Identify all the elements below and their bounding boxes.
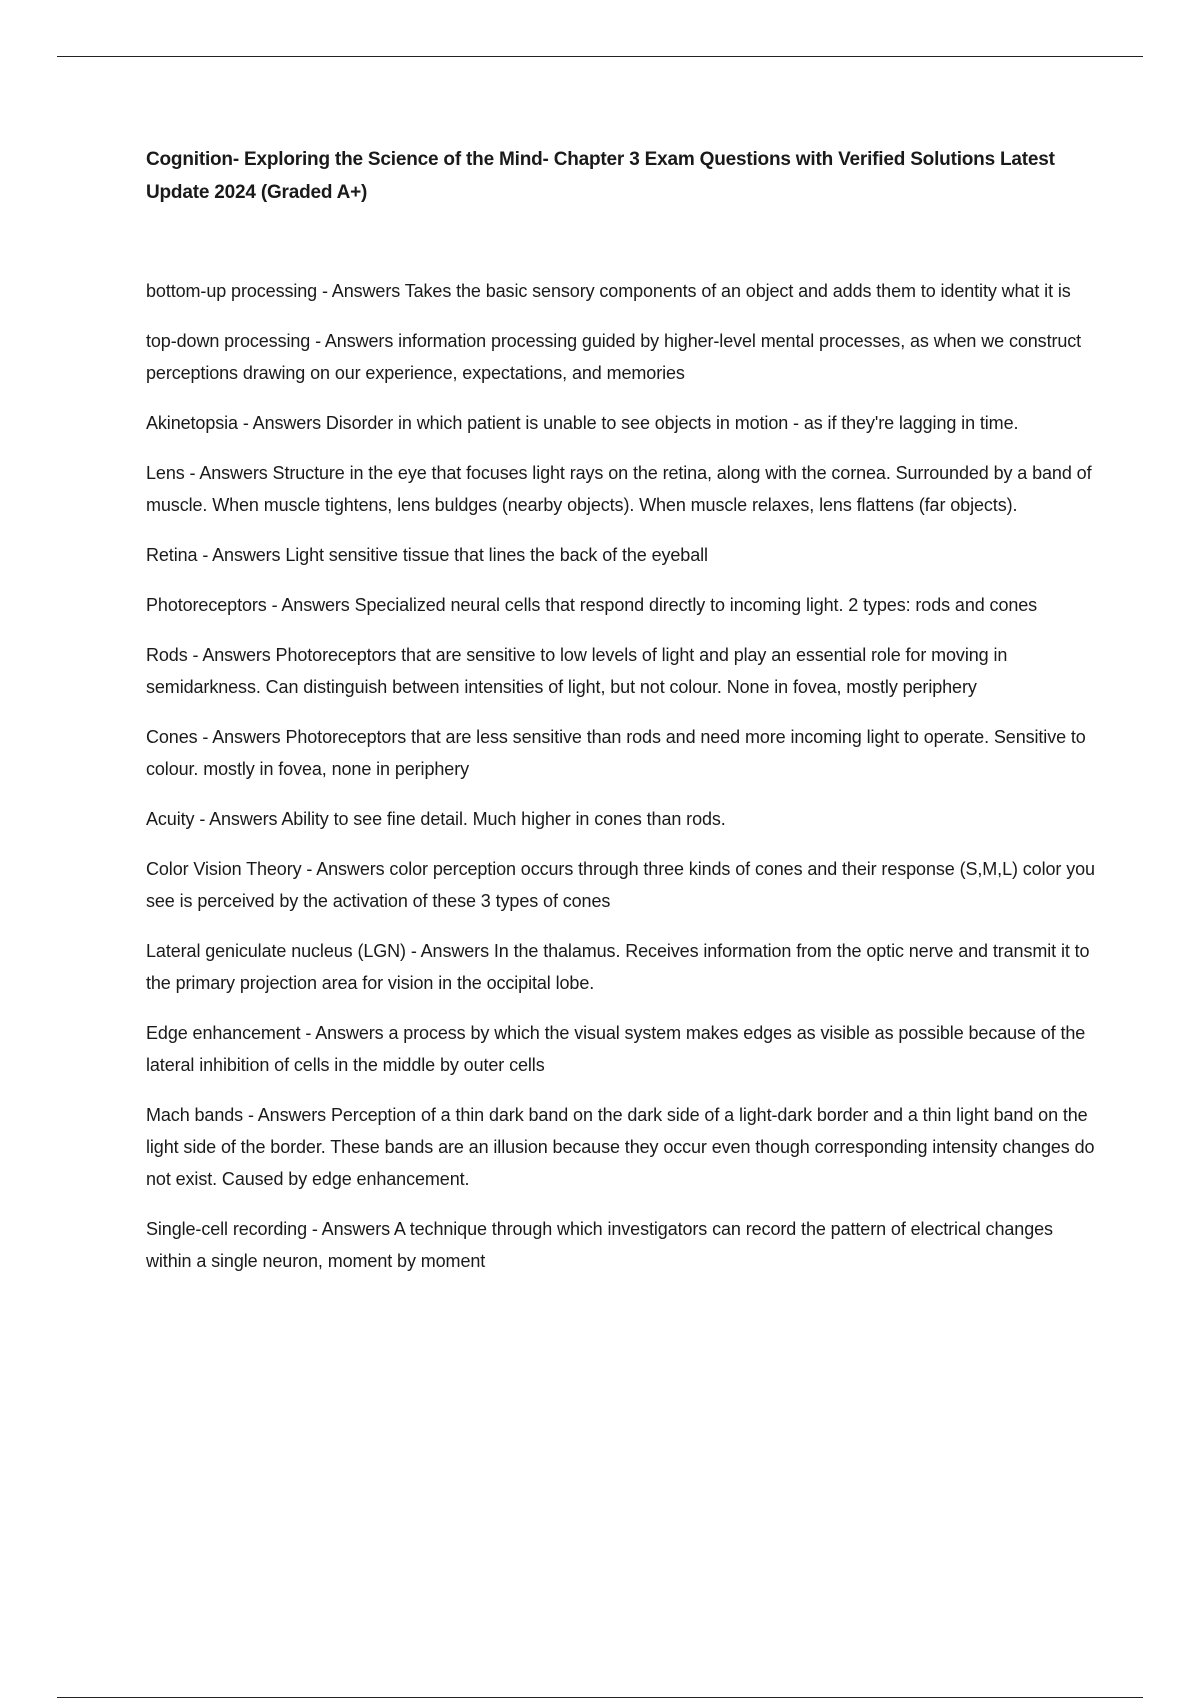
entry-mach-bands: Mach bands - Answers Perception of a thin dark band on the dark side of a light-dark border and a thin light band on the light side of the border. These bands are an illusion because they occur even though corresponding intensity changes do not exist. Caused by edge enhancement. bbox=[146, 1105, 1095, 1189]
entry-lgn: Lateral geniculate nucleus (LGN) - Answers In the thalamus. Receives information from the optic nerve and transmit it to the primary projection area for vision in the occipital lobe. bbox=[146, 941, 1090, 993]
entry-retina: Retina - Answers Light sensitive tissue that lines the back of the eyeball bbox=[146, 545, 708, 565]
top-divider bbox=[57, 56, 1143, 57]
entry-rods: Rods - Answers Photoreceptors that are sensitive to low levels of light and play an essential role for moving in semidarkness. Can distinguish between intensities of light, but not colour. None in fovea, mostly periphery bbox=[146, 645, 1008, 697]
entry-acuity: Acuity - Answers Ability to see fine detail. Much higher in cones than rods. bbox=[146, 809, 726, 829]
entry-bottom-up-processing: bottom-up processing - Answers Takes the basic sensory components of an object and adds them to identity what it is bbox=[146, 281, 1071, 301]
entry-top-down-processing: top-down processing - Answers information processing guided by higher-level mental processes, as when we construct perceptions drawing on our experience, expectations, and memories bbox=[146, 331, 1082, 383]
entry-color-vision-theory: Color Vision Theory - Answers color perception occurs through three kinds of cones and their response (S,M,L) color you see is perceived by the activation of these 3 types of cones bbox=[146, 859, 1095, 911]
entry-lens: Lens - Answers Structure in the eye that focuses light rays on the retina, along with the cornea. Surrounded by a band of muscle. When muscle tightens, lens buldges (nearby objects). When muscle relaxes, lens flattens (far objects). bbox=[146, 463, 1092, 515]
document-body bbox=[146, 143, 1096, 1295]
entry-photoreceptors: Photoreceptors - Answers Specialized neural cells that respond directly to incoming light. 2 types: rods and cones bbox=[146, 595, 1038, 615]
entry-edge-enhancement: Edge enhancement - Answers a process by which the visual system makes edges as visible as possible because of the lateral inhibition of cells in the middle by outer cells bbox=[146, 1023, 1086, 1075]
bottom-divider bbox=[57, 1697, 1143, 1698]
entry-akinetopsia: Akinetopsia - Answers Disorder in which patient is unable to see objects in motion - as if they're lagging in time. bbox=[146, 413, 1019, 433]
document-title: Cognition- Exploring the Science of the Mind- Chapter 3 Exam Questions with Verified Solutions Latest Update 2024 (Graded A+) bbox=[146, 149, 1055, 203]
entry-cones: Cones - Answers Photoreceptors that are less sensitive than rods and need more incoming light to operate. Sensitive to colour. mostly in fovea, none in periphery bbox=[146, 727, 1086, 779]
entry-single-cell-recording: Single-cell recording - Answers A technique through which investigators can record the pattern of electrical changes within a single neuron, moment by moment bbox=[146, 1219, 1053, 1271]
